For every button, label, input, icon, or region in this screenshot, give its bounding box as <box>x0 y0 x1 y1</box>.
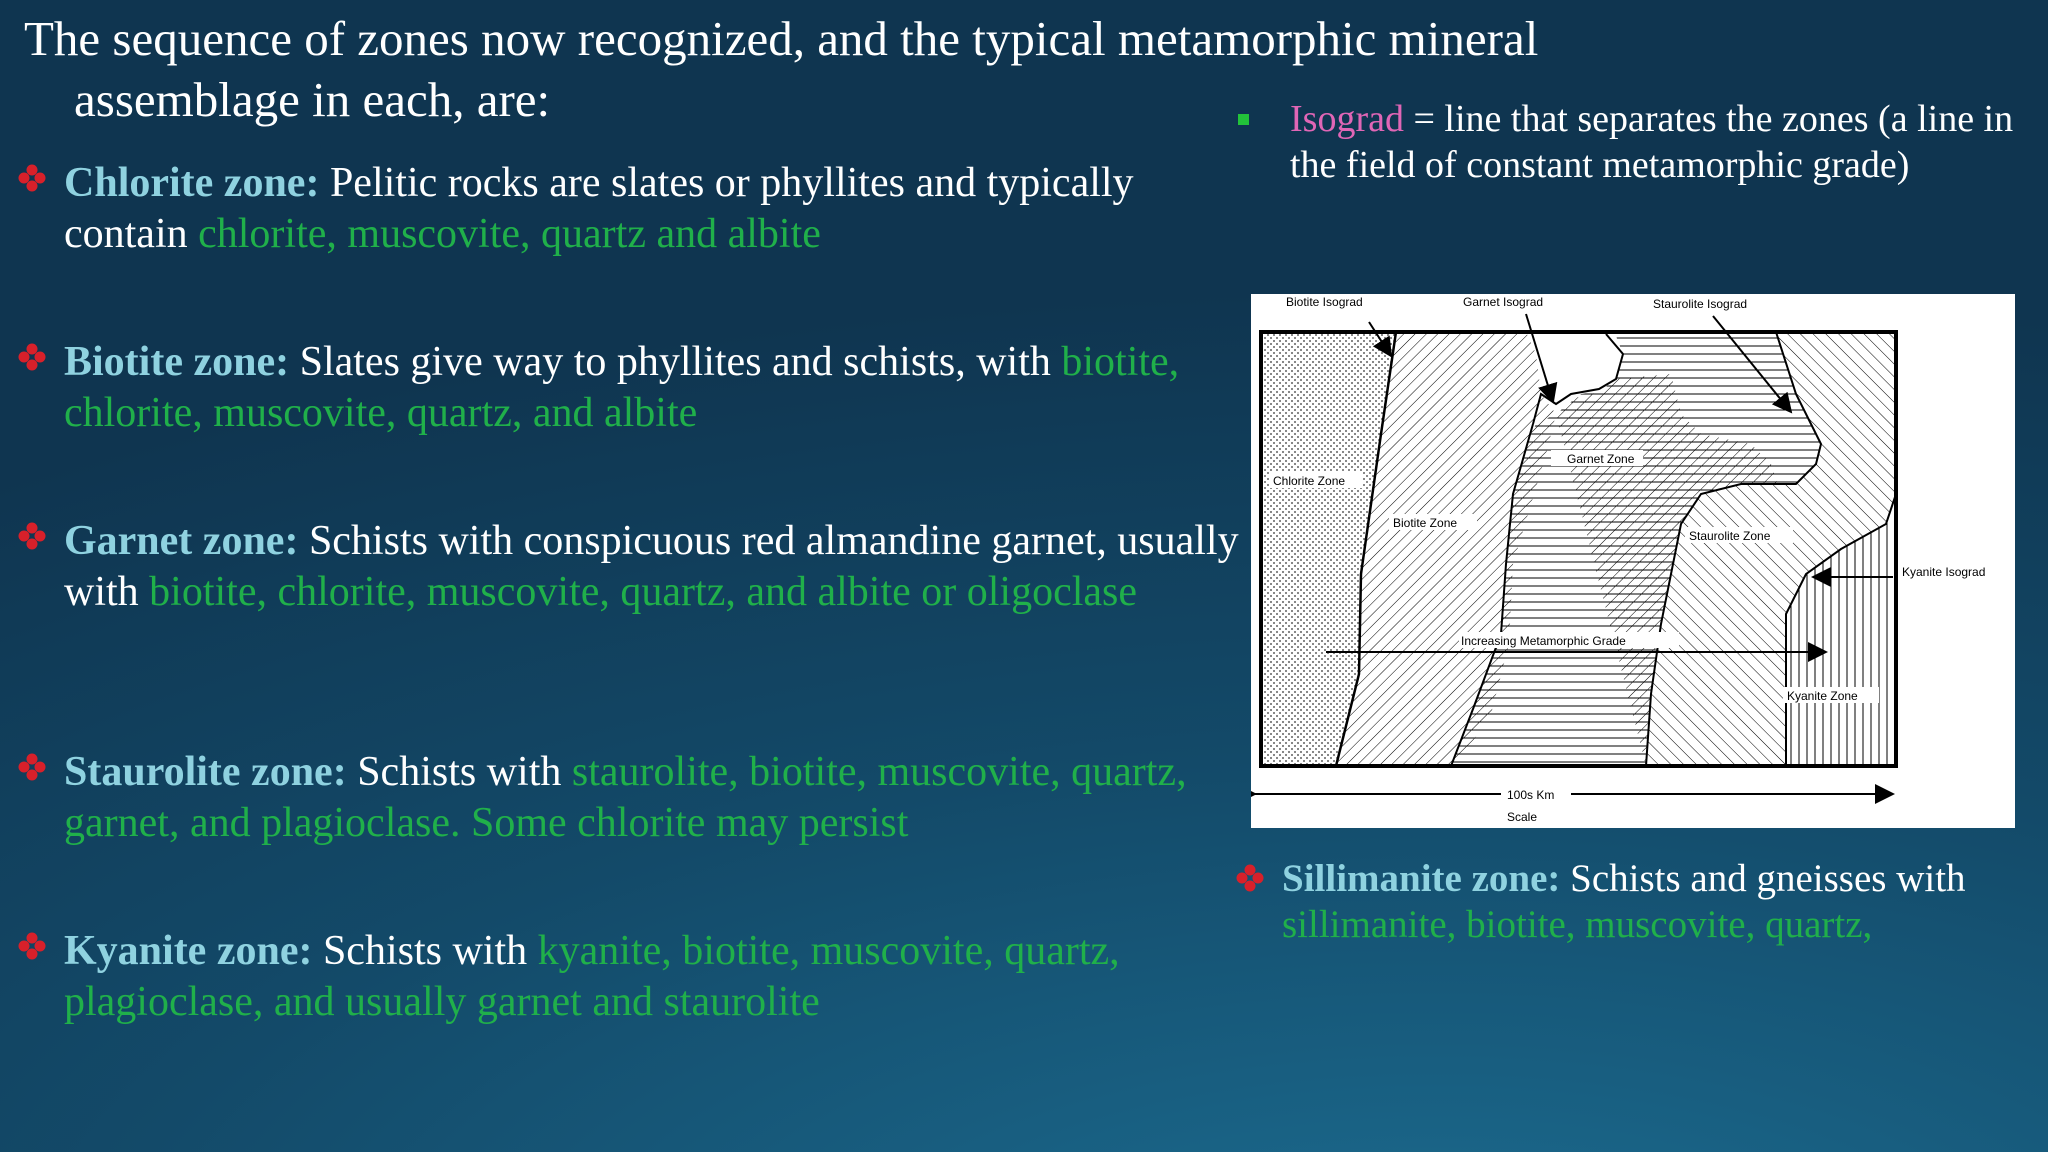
zone-description: Schists with conspicuous red almandine garnet, usually with <box>64 518 1239 615</box>
zone-description: Slates give way to phyllites and schists, with <box>289 339 1062 385</box>
chlorite-zone-label: Chlorite Zone <box>1273 474 1346 488</box>
kyanite-isograd-label: Kyanite Isograd <box>1902 565 1986 579</box>
zone-minerals: biotite, chlorite, muscovite, quartz, and albite or oligoclase <box>149 569 1138 615</box>
square-bullet-icon <box>1238 114 1249 125</box>
title-line-2: assemblage in each, are: <box>74 72 551 127</box>
biotite-isograd-label: Biotite Isograd <box>1286 295 1363 309</box>
zone-minerals: chlorite, muscovite, quartz and albite <box>198 211 821 257</box>
zone-name: Garnet zone: <box>64 518 299 564</box>
kyanite-zone-label: Kyanite Zone <box>1787 689 1858 703</box>
biotite-zone-label: Biotite Zone <box>1393 516 1458 530</box>
zone-description: Schists with <box>346 749 572 795</box>
isograd-definition-text: = line that separates the zones (a line in the field of constant metamorphic grade) <box>1290 98 2014 186</box>
zone-bullet-biotite <box>0 337 1260 439</box>
scale-value: 100s Km <box>1507 788 1555 802</box>
diamond-bullet-icon <box>16 751 48 783</box>
staurolite-zone-label: Staurolite Zone <box>1689 529 1771 543</box>
diamond-bullet-icon <box>16 162 48 194</box>
zone-name: Kyanite zone: <box>64 928 313 974</box>
title-line-1: The sequence of zones now recognized, and the typical metamorphic mineral <box>24 11 1539 66</box>
garnet-zone-label: Garnet Zone <box>1567 452 1635 466</box>
diamond-bullet-icon <box>16 930 48 962</box>
zone-bullet-garnet <box>0 516 1260 618</box>
zone-minerals: kyanite, biotite, muscovite, quartz, plagioclase, and usually garnet and staurolite <box>64 928 1120 1025</box>
zone-bullet-kyanite <box>0 926 1260 1028</box>
diamond-bullet-icon <box>16 520 48 552</box>
staurolite-isograd-label: Staurolite Isograd <box>1653 297 1748 311</box>
zone-name: Staurolite zone: <box>64 749 347 795</box>
zone-name: Sillimanite zone: <box>1282 857 1561 900</box>
zone-minerals: sillimanite, biotite, muscovite, quartz, <box>1282 903 1873 946</box>
isograd-definition <box>1234 96 2014 188</box>
zone-bullet-chlorite <box>0 158 1260 260</box>
zone-description: Pelitic rocks are slates or phyllites and typically contain <box>64 160 1134 257</box>
zone-minerals: biotite, chlorite, muscovite, quartz, and albite <box>64 339 1180 436</box>
zone-description: Schists and gneisses with <box>1560 857 1966 900</box>
diamond-bullet-icon <box>16 341 48 373</box>
increasing-grade-label: Increasing Metamorphic Grade <box>1461 634 1626 648</box>
metamorphic-zones-figure <box>1251 294 2015 828</box>
zone-name: Chlorite zone: <box>64 160 320 206</box>
scale-label: Scale <box>1507 810 1538 824</box>
zone-bullet-staurolite <box>0 747 1260 849</box>
diamond-bullet-icon <box>1234 862 1266 894</box>
zone-name: Biotite zone: <box>64 339 290 385</box>
isograd-term: Isograd <box>1290 98 1404 140</box>
zone-description: Schists with <box>312 928 538 974</box>
zone-bullet-sillimanite <box>1234 856 2034 948</box>
garnet-isograd-label: Garnet Isograd <box>1463 295 1544 309</box>
zone-minerals: staurolite, biotite, muscovite, quartz, garnet, and plagioclase. Some chlorite may persist <box>64 749 1187 846</box>
zones-map-diagram <box>1251 294 2015 828</box>
